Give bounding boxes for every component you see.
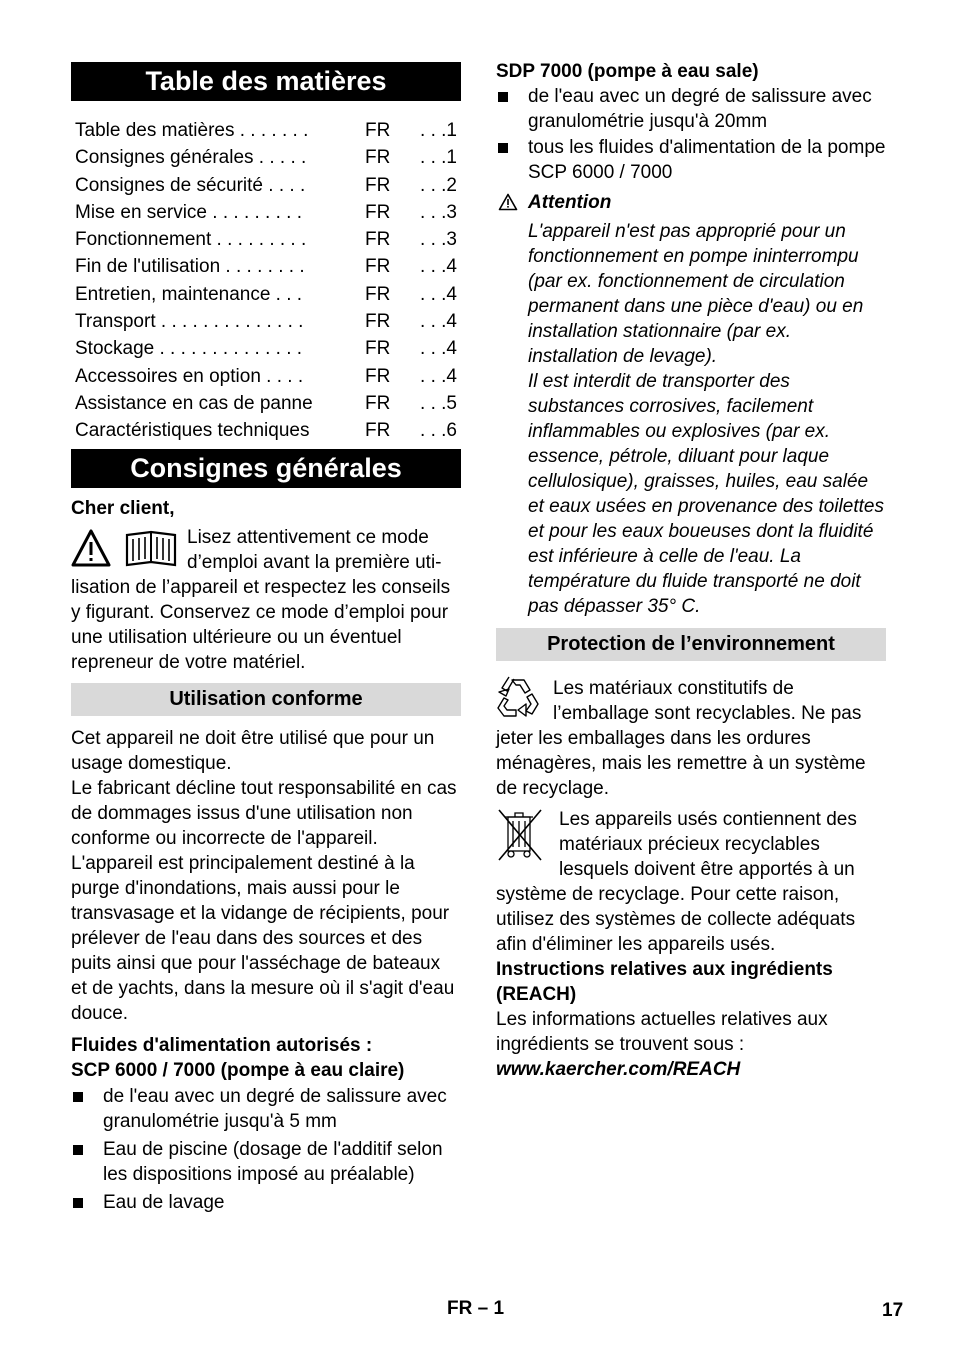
toc-row[interactable] (75, 199, 457, 226)
toc-entry-page: . . .3 (420, 229, 457, 251)
fluids-heading: Fluides d'alimentation autorisés : (71, 1034, 373, 1056)
toc-entry-lang: FR (365, 311, 391, 333)
warning-icon (498, 193, 518, 211)
list-item: Eau de piscine (dosage de l'additif selon les dispositions imposé au préalable) (71, 1137, 461, 1187)
toc-row[interactable] (75, 226, 457, 253)
toc-entry-title: Consignes générales . . . . . (75, 147, 307, 169)
toc-entry-title: Fonctionnement . . . . . . . . . (75, 229, 307, 251)
toc-entry-page: . . .1 (420, 120, 457, 141)
intro-first: Lisez attentivement ce mode d’emploi avant la première uti- (187, 526, 442, 573)
intro-rest: lisation de l’appareil et respectez les conseils y figurant. Conservez ce mode d’emploi pour une utilisation ultérieure ou un éventuel repreneur de votre matériel. (71, 576, 451, 673)
proper-use-heading: Utilisation conforme (71, 683, 461, 716)
toc-row[interactable] (75, 144, 457, 171)
toc-entry-page: . . .1 (420, 147, 457, 169)
devices-block (496, 807, 886, 957)
list-item: de l'eau avec un degré de salissure avec granulométrie jusqu'à 20mm (496, 84, 886, 134)
toc-entry-page: . . .2 (420, 174, 457, 196)
crossed-bin-icon (496, 807, 559, 877)
toc-row[interactable] (75, 172, 457, 199)
toc-entry-page: . . .4 (420, 283, 457, 305)
warning-manual-icon (71, 525, 187, 575)
attention-p1: L'appareil n'est pas approprié pour un fonctionnement en pompe ininterrompu (par ex. fonctionnement de circulation permanent dans une pièce d'eau) ou en installation stationnaire (par ex. installation de levage). (528, 221, 864, 367)
toc-entry-title: Fin de l'utilisation . . . . . . . . (75, 256, 305, 278)
packaging-block (496, 676, 886, 801)
toc-entry-lang: FR (365, 174, 391, 196)
toc-entry-title: Assistance en cas de panne (75, 392, 313, 414)
toc-row[interactable] (75, 417, 457, 444)
environment-heading: Protection de l’environnement (496, 628, 886, 661)
toc-entry-title: Accessoires en option . . . . (75, 365, 304, 387)
sdp-heading: SDP 7000 (pompe à eau sale) (496, 61, 759, 82)
scp-heading: SCP 6000 / 7000 (pompe à eau claire) (71, 1059, 405, 1081)
toc-row[interactable] (75, 308, 457, 335)
toc-entry-lang: FR (365, 229, 391, 251)
attention-p2: Il est interdit de transporter des substances corrosives, facilement inflammables ou explosives (par ex. essence, pétrole, diluant pour laque cellulosique), graisses, huiles, eau salée et eaux usées en provenance des toilettes et pour les eaux boueuses dont la fluidité est inférieure à celle de l'eau. La température du fluide transporté ne doit pas dépasser 35° C. (528, 371, 884, 617)
toc-table (75, 117, 457, 445)
toc-row[interactable] (75, 253, 457, 280)
list-item: Eau de lavage (71, 1190, 461, 1215)
reach-text: Les informations actuelles relatives aux ingrédients se trouvent sous : (496, 1009, 828, 1055)
toc-entry-title: Caractéristiques techniques (75, 420, 310, 442)
toc-row[interactable] (75, 363, 457, 390)
toc-entry-title: Entretien, maintenance . . . (75, 283, 303, 305)
toc-entry-page: . . .4 (420, 338, 457, 360)
toc-heading: Table des matières (71, 62, 461, 101)
intro-block (71, 525, 461, 575)
attention-label: Attention (528, 192, 612, 213)
toc-entry-title: Consignes de sécurité . . . . (75, 174, 306, 196)
proper-use-p3: L'appareil est principalement destiné à la purge d'inondations, mais aussi pour le transvasage et la vidange de récipients, pour prélever de l'eau dans des sources et des puits ainsi que pour l'asséchage de bateaux et de yachts, dans la mesure où il s'agit d'eau douce. (71, 852, 455, 1024)
footer-lang-page: FR – 1 (447, 1298, 505, 1319)
list-item: tous les fluides d'alimentation de la pompe SCP 6000 / 7000 (496, 135, 886, 185)
attention-block (496, 190, 886, 619)
toc-entry-lang: FR (365, 283, 391, 305)
toc-row[interactable] (75, 335, 457, 362)
toc-entry-page: . . .4 (420, 311, 457, 333)
salutation: Cher client, (71, 497, 175, 519)
toc-entry-title: Transport . . . . . . . . . . . . . . (75, 311, 304, 333)
reach-url: www.kaercher.com/REACH (496, 1059, 741, 1080)
footer-page-number: 17 (882, 1300, 904, 1321)
reach-heading: Instructions relatives aux ingrédients (REACH) (496, 959, 833, 1005)
left-column (71, 62, 461, 1215)
scp-list (71, 1084, 461, 1215)
general-heading: Consignes générales (71, 449, 461, 488)
proper-use-p2: Le fabricant décline tout responsabilité en cas de dommages issus d'une utilisation non conforme ou incorrecte de l'appareil. (71, 777, 457, 849)
toc-entry-lang: FR (365, 338, 391, 360)
toc-entry-title: Table des matières . . . . . . . (75, 120, 309, 141)
toc-row[interactable] (75, 390, 457, 417)
toc-entry-lang: FR (365, 147, 391, 169)
toc-entry-lang: FR (365, 120, 391, 141)
toc-row[interactable] (75, 281, 457, 308)
toc-entry-title: Mise en service . . . . . . . . . (75, 201, 303, 223)
toc-row[interactable] (75, 117, 457, 144)
toc-entry-page: . . .3 (420, 201, 457, 223)
list-item: de l'eau avec un degré de salissure avec granulométrie jusqu'à 5 mm (71, 1084, 461, 1134)
proper-use-p1: Cet appareil ne doit être utilisé que pour un usage domestique. (71, 727, 435, 774)
toc-entry-page: . . .4 (420, 256, 457, 278)
toc-entry-page: . . .5 (420, 392, 457, 414)
toc-entry-lang: FR (365, 392, 391, 414)
toc-entry-title: Stockage . . . . . . . . . . . . . . (75, 338, 303, 360)
right-column (496, 59, 886, 1082)
sdp-list (496, 84, 886, 185)
toc-entry-page: . . .6 (420, 420, 457, 442)
devices-text: Les appareils usés contiennent des matériaux précieux recyclables lesquels doivent être apportés à un système de recyclage. Pour cette raison, utilisez des systèmes de collecte adéquats afin d'éliminer les appareils usés. (496, 809, 857, 955)
toc-entry-lang: FR (365, 420, 391, 442)
recycle-icon (496, 676, 553, 726)
packaging-text: Les matériaux constitutifs de l’emballage sont recyclables. Ne pas jeter les emballages dans les ordures ménagères, mais les remettre à un système de recyclage. (496, 678, 866, 799)
toc-entry-lang: FR (365, 256, 391, 278)
toc-entry-lang: FR (365, 201, 391, 223)
toc-entry-lang: FR (365, 365, 391, 387)
toc-entry-page: . . .4 (420, 365, 457, 387)
